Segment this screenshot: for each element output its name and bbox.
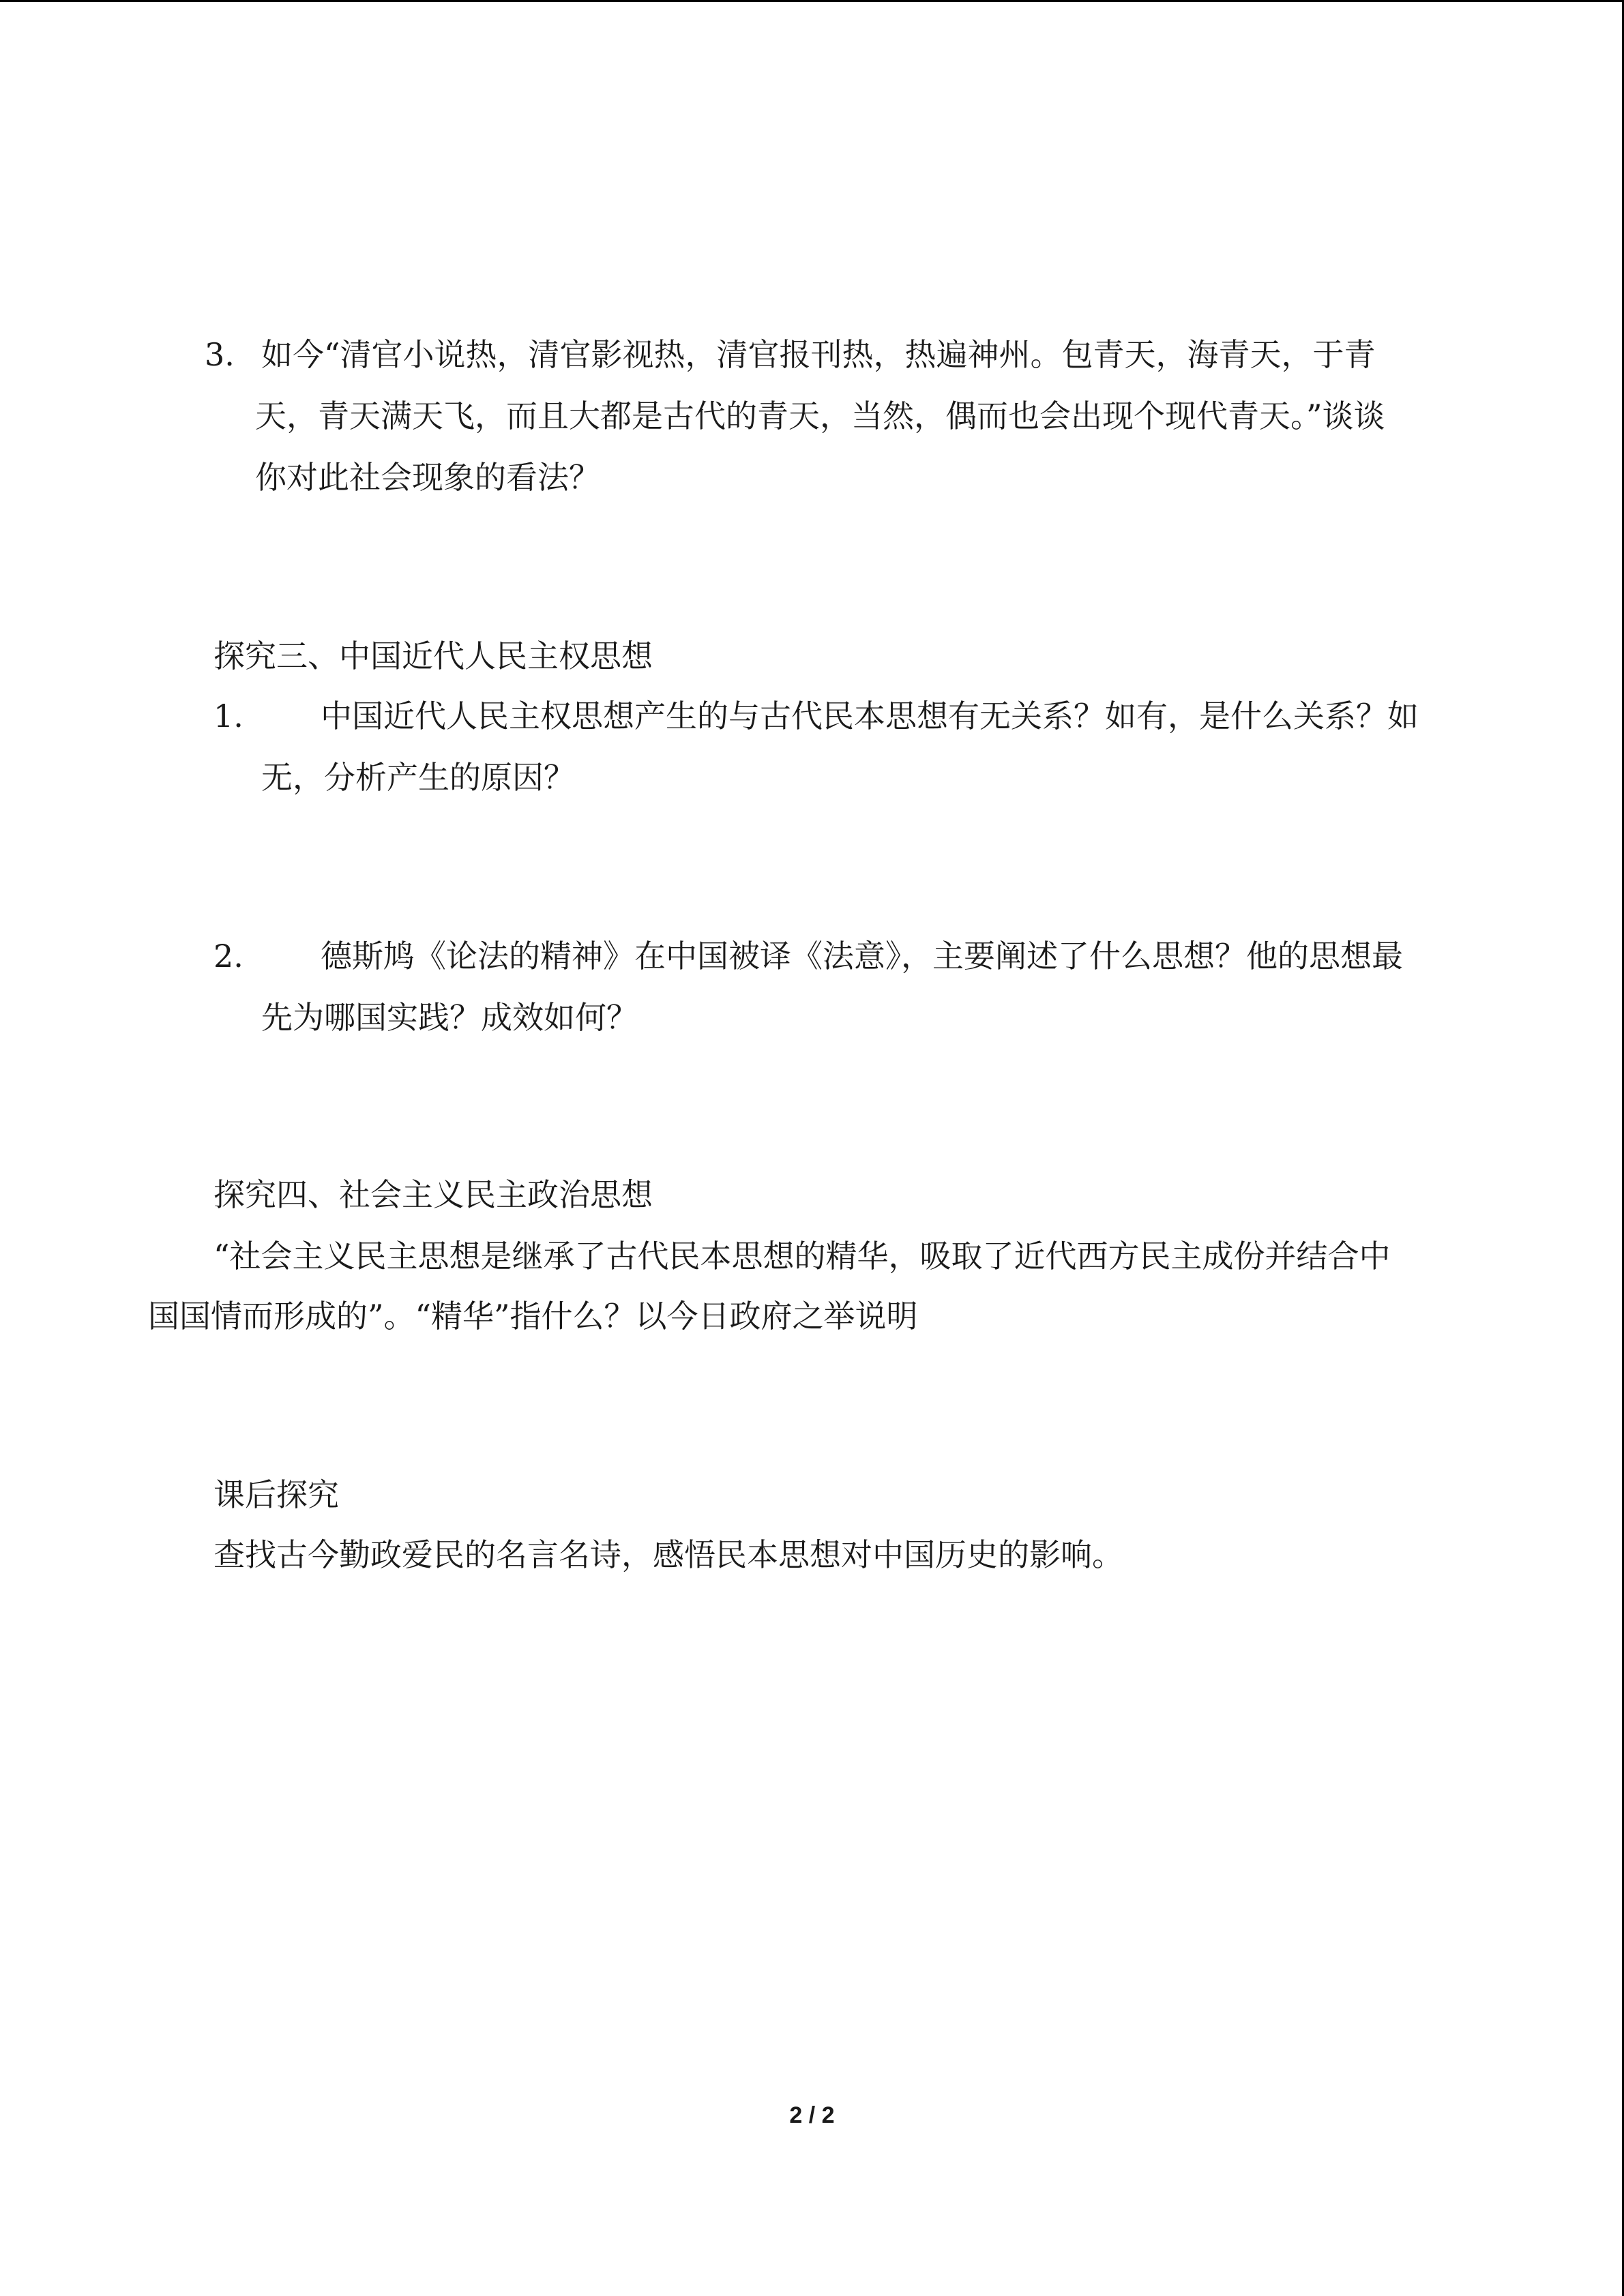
question-text-line: 德斯鸠《论法的精神》在中国被译《法意》，主要阐述了什么思想？他的思想最 xyxy=(321,938,1403,974)
section-heading: 探究三、中国近代人民主权思想 xyxy=(213,638,653,674)
question-text-line: 如今“清官小说热，清官影视热，清官报刊热，热遍神州。包青天，海青天，于青 xyxy=(261,336,1376,373)
page-number: 2 / 2 xyxy=(789,2102,835,2128)
section-heading: 探究四、社会主义民主政治思想 xyxy=(213,1176,653,1213)
paragraph-line: 国国情而形成的”。“精华”指什么？以今日政府之举说明 xyxy=(148,1298,918,1335)
section-heading: 课后探究 xyxy=(213,1476,339,1513)
question-text-line: 无，分析产生的原因？ xyxy=(261,759,575,796)
question-text-line: 先为哪国实践？成效如何？ xyxy=(261,999,638,1036)
question-text-line: 中国近代人民主权思想产生的与古代民本思想有无关系？如有，是什么关系？如 xyxy=(321,698,1419,734)
question-number: 2. xyxy=(213,938,243,974)
question-text-line: 天，青天满天飞，而且大都是古代的青天，当然，偶而也会出现个现代青天。”谈谈 xyxy=(255,398,1385,434)
question-text-line: 你对此社会现象的看法？ xyxy=(255,459,600,496)
paragraph-line: “社会主义民主思想是继承了古代民本思想的精华，吸取了近代西方民主成份并结合中 xyxy=(213,1238,1391,1274)
paragraph-line: 查找古今勤政爱民的名言名诗，感悟民本思想对中国历史的影响。 xyxy=(213,1536,1123,1573)
question-number: 1. xyxy=(213,698,243,734)
question-number: 3. xyxy=(205,336,235,373)
